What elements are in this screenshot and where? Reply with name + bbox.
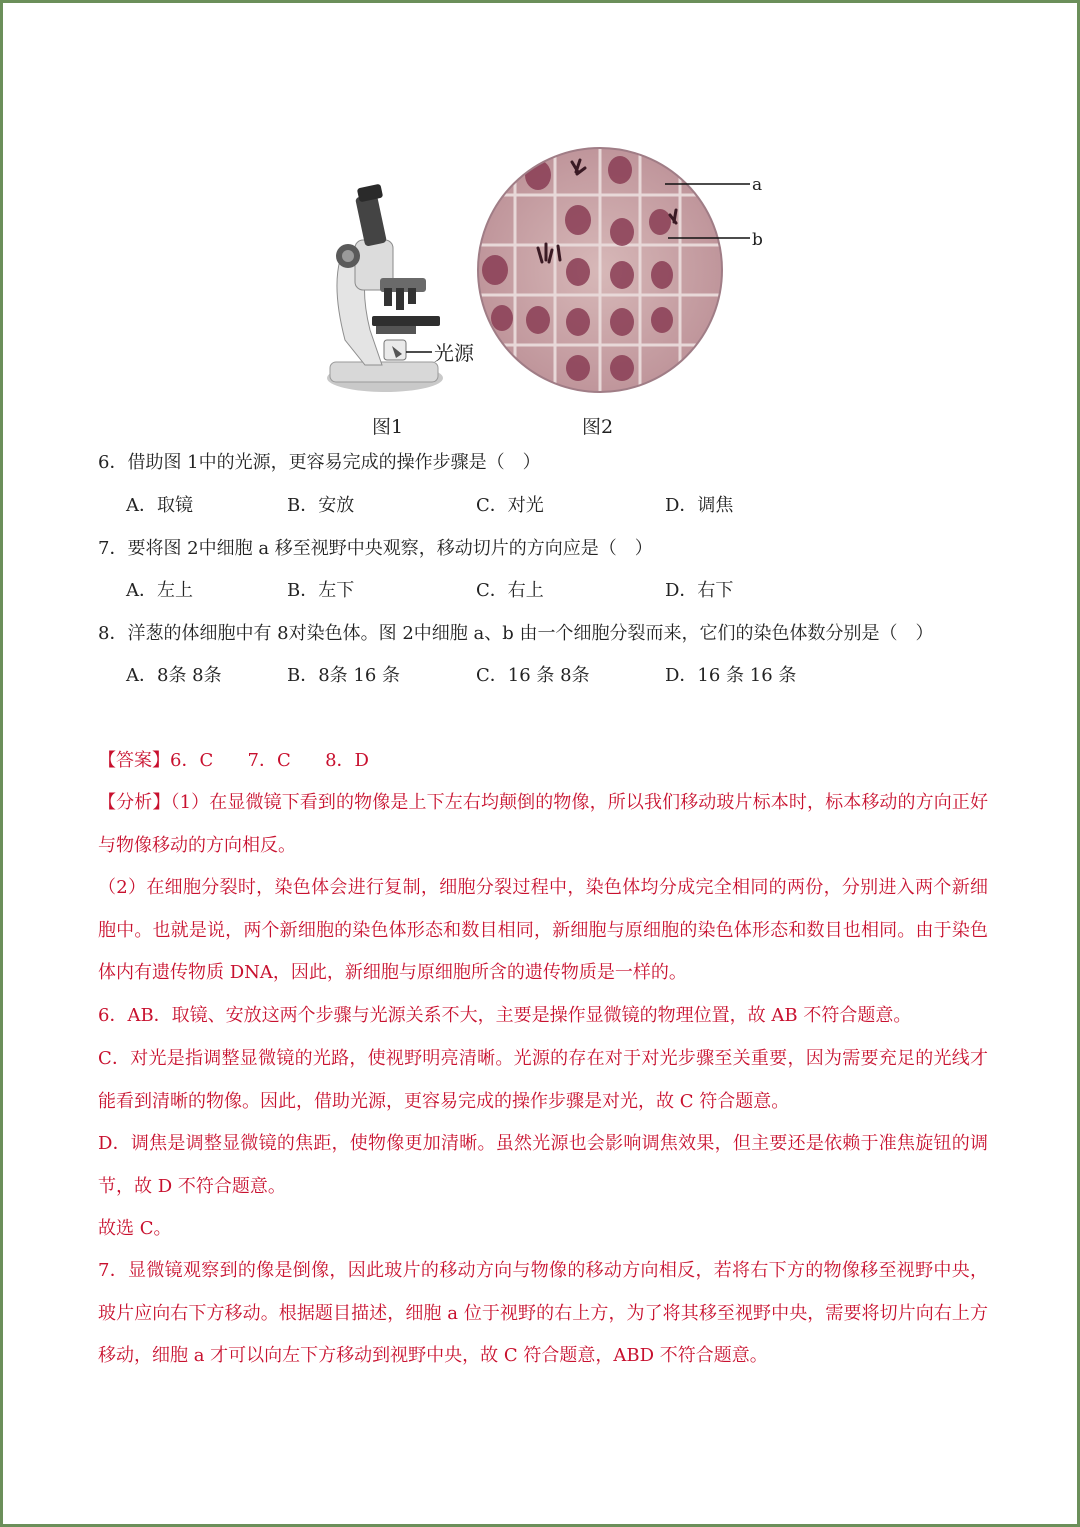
question-6-option-b: B．安放 — [287, 495, 355, 516]
question-6-stem: 6．借助图 1中的光源，更容易完成的操作步骤是（ ） — [98, 452, 541, 473]
question-6-option-c: C．对光 — [476, 495, 544, 516]
question-7-option-b: B．左下 — [287, 580, 355, 601]
fig2-caption: 图2 — [582, 416, 614, 438]
question-8-stem: 8．洋葱的体细胞中有 8对染色体。图 2中细胞 a、b 由一个细胞分裂而来，它们的染色体数分别是（ ） — [98, 623, 934, 644]
cell-micrograph — [470, 140, 730, 400]
fig1-light-label: 光源 — [434, 341, 474, 365]
question-6-option-d: D．调焦 — [665, 495, 734, 516]
question-8-option-b: B．8条 16 条 — [287, 665, 401, 686]
question-8-option-c: C．16 条 8条 — [476, 665, 590, 686]
figure-area — [310, 140, 780, 440]
fig2-label-a: a — [752, 175, 763, 195]
analysis-q6-choice: 故选 C。 — [98, 1218, 172, 1239]
analysis-q6-d: D．调焦是调整显微镜的焦距，使物像更加清晰。虽然光源也会影响调焦效果，但主要还是依赖于准焦旋钮的调节，故 D 不符合题意。 — [98, 1133, 988, 1197]
analysis-tag: 【分析】 — [98, 792, 171, 813]
figures-illustration — [310, 140, 780, 440]
analysis-paragraph-2: （2）在细胞分裂时，染色体会进行复制，细胞分裂过程中，染色体均分成完全相同的两份，分别进入两个新细胞中。也就是说，两个新细胞的染色体形态和数目相同，新细胞与原细胞的染色体形态和数目也相同。由于染色体内有遗传物质 DNA，因此，新细胞与原细胞所含的遗传物质是一样的。 — [98, 877, 988, 983]
question-7-stem: 7．要将图 2中细胞 a 移至视野中央观察，移动切片的方向应是（ ） — [98, 538, 653, 559]
question-8-option-d: D．16 条 16 条 — [665, 665, 797, 686]
question-8-option-a: A．8条 8条 — [126, 665, 222, 686]
question-7-option-c: C．右上 — [476, 580, 544, 601]
question-7-option-a: A．左上 — [126, 580, 193, 601]
question-6-option-a: A．取镜 — [126, 495, 193, 516]
answer-line — [98, 749, 369, 773]
question-7-option-d: D．右下 — [665, 580, 734, 601]
answer-values: 6．C 7．C 8．D — [170, 750, 369, 771]
answer-tag: 【答案】 — [98, 750, 170, 771]
fig1-caption: 图1 — [372, 416, 404, 438]
analysis-q6-ab: 6．AB．取镜、安放这两个步骤与光源关系不大，主要是操作显微镜的物理位置，故 AB 不符合题意。 — [98, 1005, 912, 1026]
fig2-label-b: b — [752, 230, 763, 250]
analysis-point-1: （1）在显微镜下看到的物像是上下左右均颠倒的物像，所以我们移动玻片标本时，标本移动的方向正好与物像移动的方向相反。 — [98, 792, 988, 856]
analysis-q7: 7．显微镜观察到的像是倒像，因此玻片的移动方向与物像的移动方向相反，若将右下方的物像移至视野中央，玻片应向右下方移动。根据题目描述，细胞 a 位于视野的右上方，为了将其移至视野中央，需要将切片向右上方移动，细胞 a 才可以向左下方移动到视野中央，故 C 符合题意，ABD 不符合题意。 — [98, 1260, 988, 1366]
microscope-illustration — [327, 184, 443, 392]
analysis-paragraph-1 — [98, 782, 988, 867]
analysis-q6-c: C．对光是指调整显微镜的光路，使视野明亮清晰。光源的存在对于对光步骤至关重要，因为需要充足的光线才能看到清晰的物像。因此，借助光源，更容易完成的操作步骤是对光，故 C 符合题意。 — [98, 1048, 988, 1112]
